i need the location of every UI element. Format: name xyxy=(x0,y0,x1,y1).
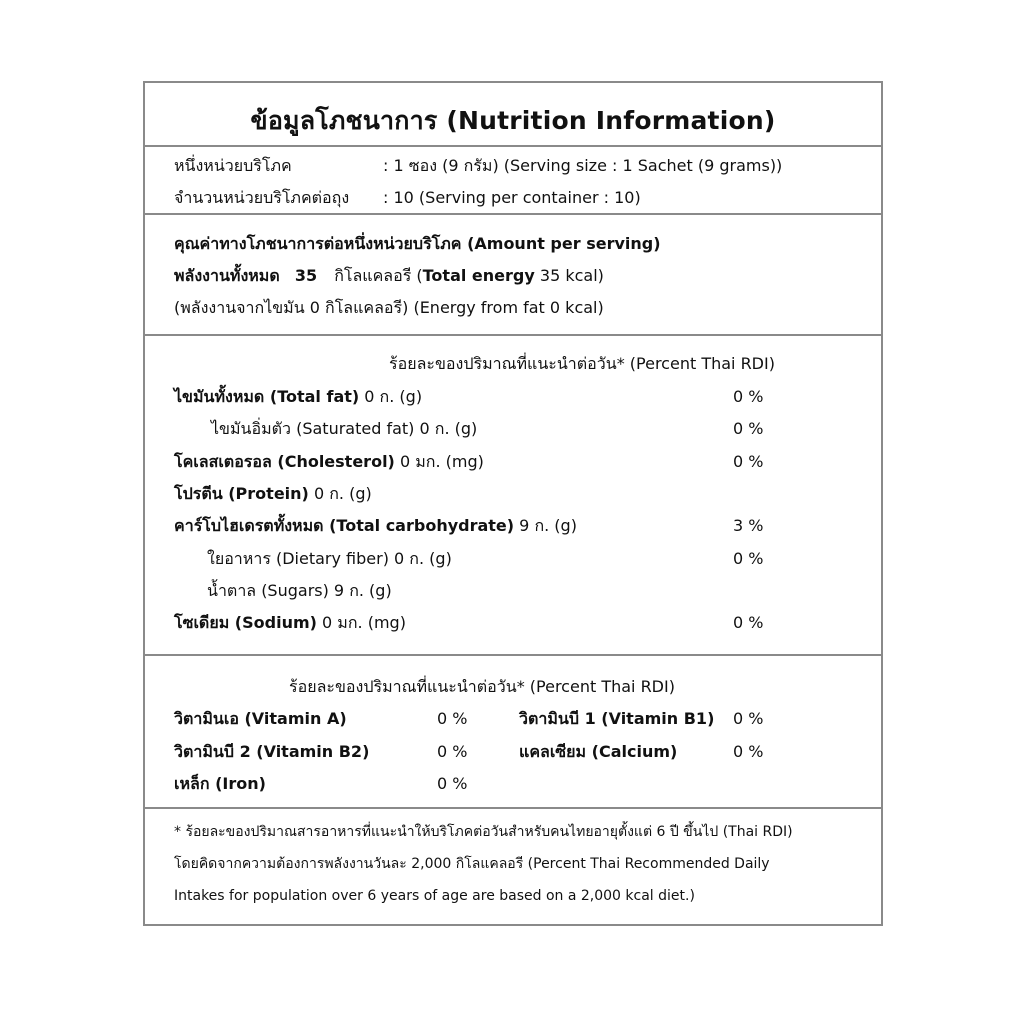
footnote-line-2: โดยคิดจากความต้องการพลังงานวันละ 2,000 กิโลแคลอรี (Percent Thai Recommended Daily xyxy=(174,856,770,872)
vitamin-b1-percent: 0 % xyxy=(733,709,764,728)
total-energy-unit-en: 35 kcal) xyxy=(534,266,604,285)
iron-percent: 0 % xyxy=(437,774,468,793)
vitamin-a-label: วิตามินเอ (Vitamin A) xyxy=(174,709,347,728)
nutrient-amount: 0 ก. (g) xyxy=(359,387,423,406)
nutrient-amount: 0 มก. (mg) xyxy=(316,613,406,632)
nutrient-label: ไขมันทั้งหมด (Total fat) xyxy=(174,387,360,406)
nutrient-row-saturated-fat: ไขมันอิ่มตัว (Saturated fat) 0 ก. (g) xyxy=(211,419,478,438)
serving-size-value: : 1 ซอง (9 กรัม) (Serving size : 1 Sachet (9 grams)) xyxy=(383,156,783,175)
nutrient-amount: 0 มก. (mg) xyxy=(394,452,484,471)
vitamin-b2-label: วิตามินบี 2 (Vitamin B2) xyxy=(174,742,370,761)
vitamin-b2-percent: 0 % xyxy=(437,742,468,761)
label-title: ข้อมูลโภชนาการ (Nutrition Information) xyxy=(250,106,776,135)
total-energy-unit-th: กิโลแคลอรี ( xyxy=(334,266,423,285)
nutrient-row-cholesterol xyxy=(174,452,484,472)
nutrient-percent: 0 % xyxy=(733,452,764,471)
nutrients-rdi-header: ร้อยละของปริมาณที่แนะนำต่อวัน* (Percent Thai RDI) xyxy=(389,354,775,373)
nutrient-percent: 3 % xyxy=(733,516,764,535)
servings-per-container-label: จำนวนหน่วยบริโภคต่อถุง xyxy=(174,188,350,207)
energy-section xyxy=(145,215,881,336)
nutrient-row-total-carbohydrate xyxy=(174,516,577,536)
nutrition-label xyxy=(143,81,883,926)
nutrient-percent: 0 % xyxy=(733,387,764,406)
vitamin-a-percent: 0 % xyxy=(437,709,468,728)
nutrient-label: คาร์โบไฮเดรตทั้งหมด (Total carbohydrate) xyxy=(174,516,515,535)
footnote-line-1: * ร้อยละของปริมาณสารอาหารที่แนะนำให้บริโภคต่อวันสำหรับคนไทยอายุตั้งแต่ 6 ปี ขึ้นไป (Thai RDI) xyxy=(174,824,793,840)
footnote-line-3: Intakes for population over 6 years of age are based on a 2,000 kcal diet.) xyxy=(174,888,695,904)
nutrient-row-sugars: น้ำตาล (Sugars) 9 ก. (g) xyxy=(207,581,392,600)
nutrients-section xyxy=(145,336,881,656)
calcium-percent: 0 % xyxy=(733,742,764,761)
title-section xyxy=(145,83,881,147)
serving-section xyxy=(145,147,881,215)
calcium-label: แคลเซียม (Calcium) xyxy=(519,742,678,761)
nutrient-label: โคเลสเตอรอล (Cholesterol) xyxy=(174,452,395,471)
total-energy-value: 35 xyxy=(294,266,318,285)
nutrient-percent: 0 % xyxy=(733,613,764,632)
vitamins-rdi-header: ร้อยละของปริมาณที่แนะนำต่อวัน* (Percent Thai RDI) xyxy=(289,677,675,696)
nutrient-label: โซเดียม (Sodium) xyxy=(174,613,317,632)
total-energy-line xyxy=(174,266,604,286)
nutrient-amount: 9 ก. (g) xyxy=(514,516,577,535)
nutrient-label: โปรตีน (Protein) xyxy=(174,484,309,503)
nutrient-row-protein xyxy=(174,484,372,504)
iron-label: เหล็ก (Iron) xyxy=(174,774,266,793)
nutrient-row-dietary-fiber: ใยอาหาร (Dietary fiber) 0 ก. (g) xyxy=(207,549,452,568)
total-energy-label-en: Total energy xyxy=(422,266,535,285)
nutrient-amount: 0 ก. (g) xyxy=(308,484,372,503)
total-energy-label: พลังงานทั้งหมด xyxy=(174,266,280,285)
nutrient-percent: 0 % xyxy=(733,419,764,438)
servings-per-container-value: : 10 (Serving per container : 10) xyxy=(383,188,641,207)
vitamins-section xyxy=(145,656,881,809)
footnote-section xyxy=(145,809,881,928)
nutrient-row-total-fat xyxy=(174,387,422,407)
amount-per-serving-heading: คุณค่าทางโภชนาการต่อหนึ่งหน่วยบริโภค (Amount per serving) xyxy=(174,234,661,253)
serving-size-label: หนึ่งหน่วยบริโภค xyxy=(174,156,292,175)
vitamin-b1-label: วิตามินบี 1 (Vitamin B1) xyxy=(519,709,715,728)
nutrient-percent: 0 % xyxy=(733,549,764,568)
nutrient-row-sodium xyxy=(174,613,406,633)
energy-from-fat-line: (พลังงานจากไขมัน 0 กิโลแคลอรี) (Energy from fat 0 kcal) xyxy=(174,298,604,317)
